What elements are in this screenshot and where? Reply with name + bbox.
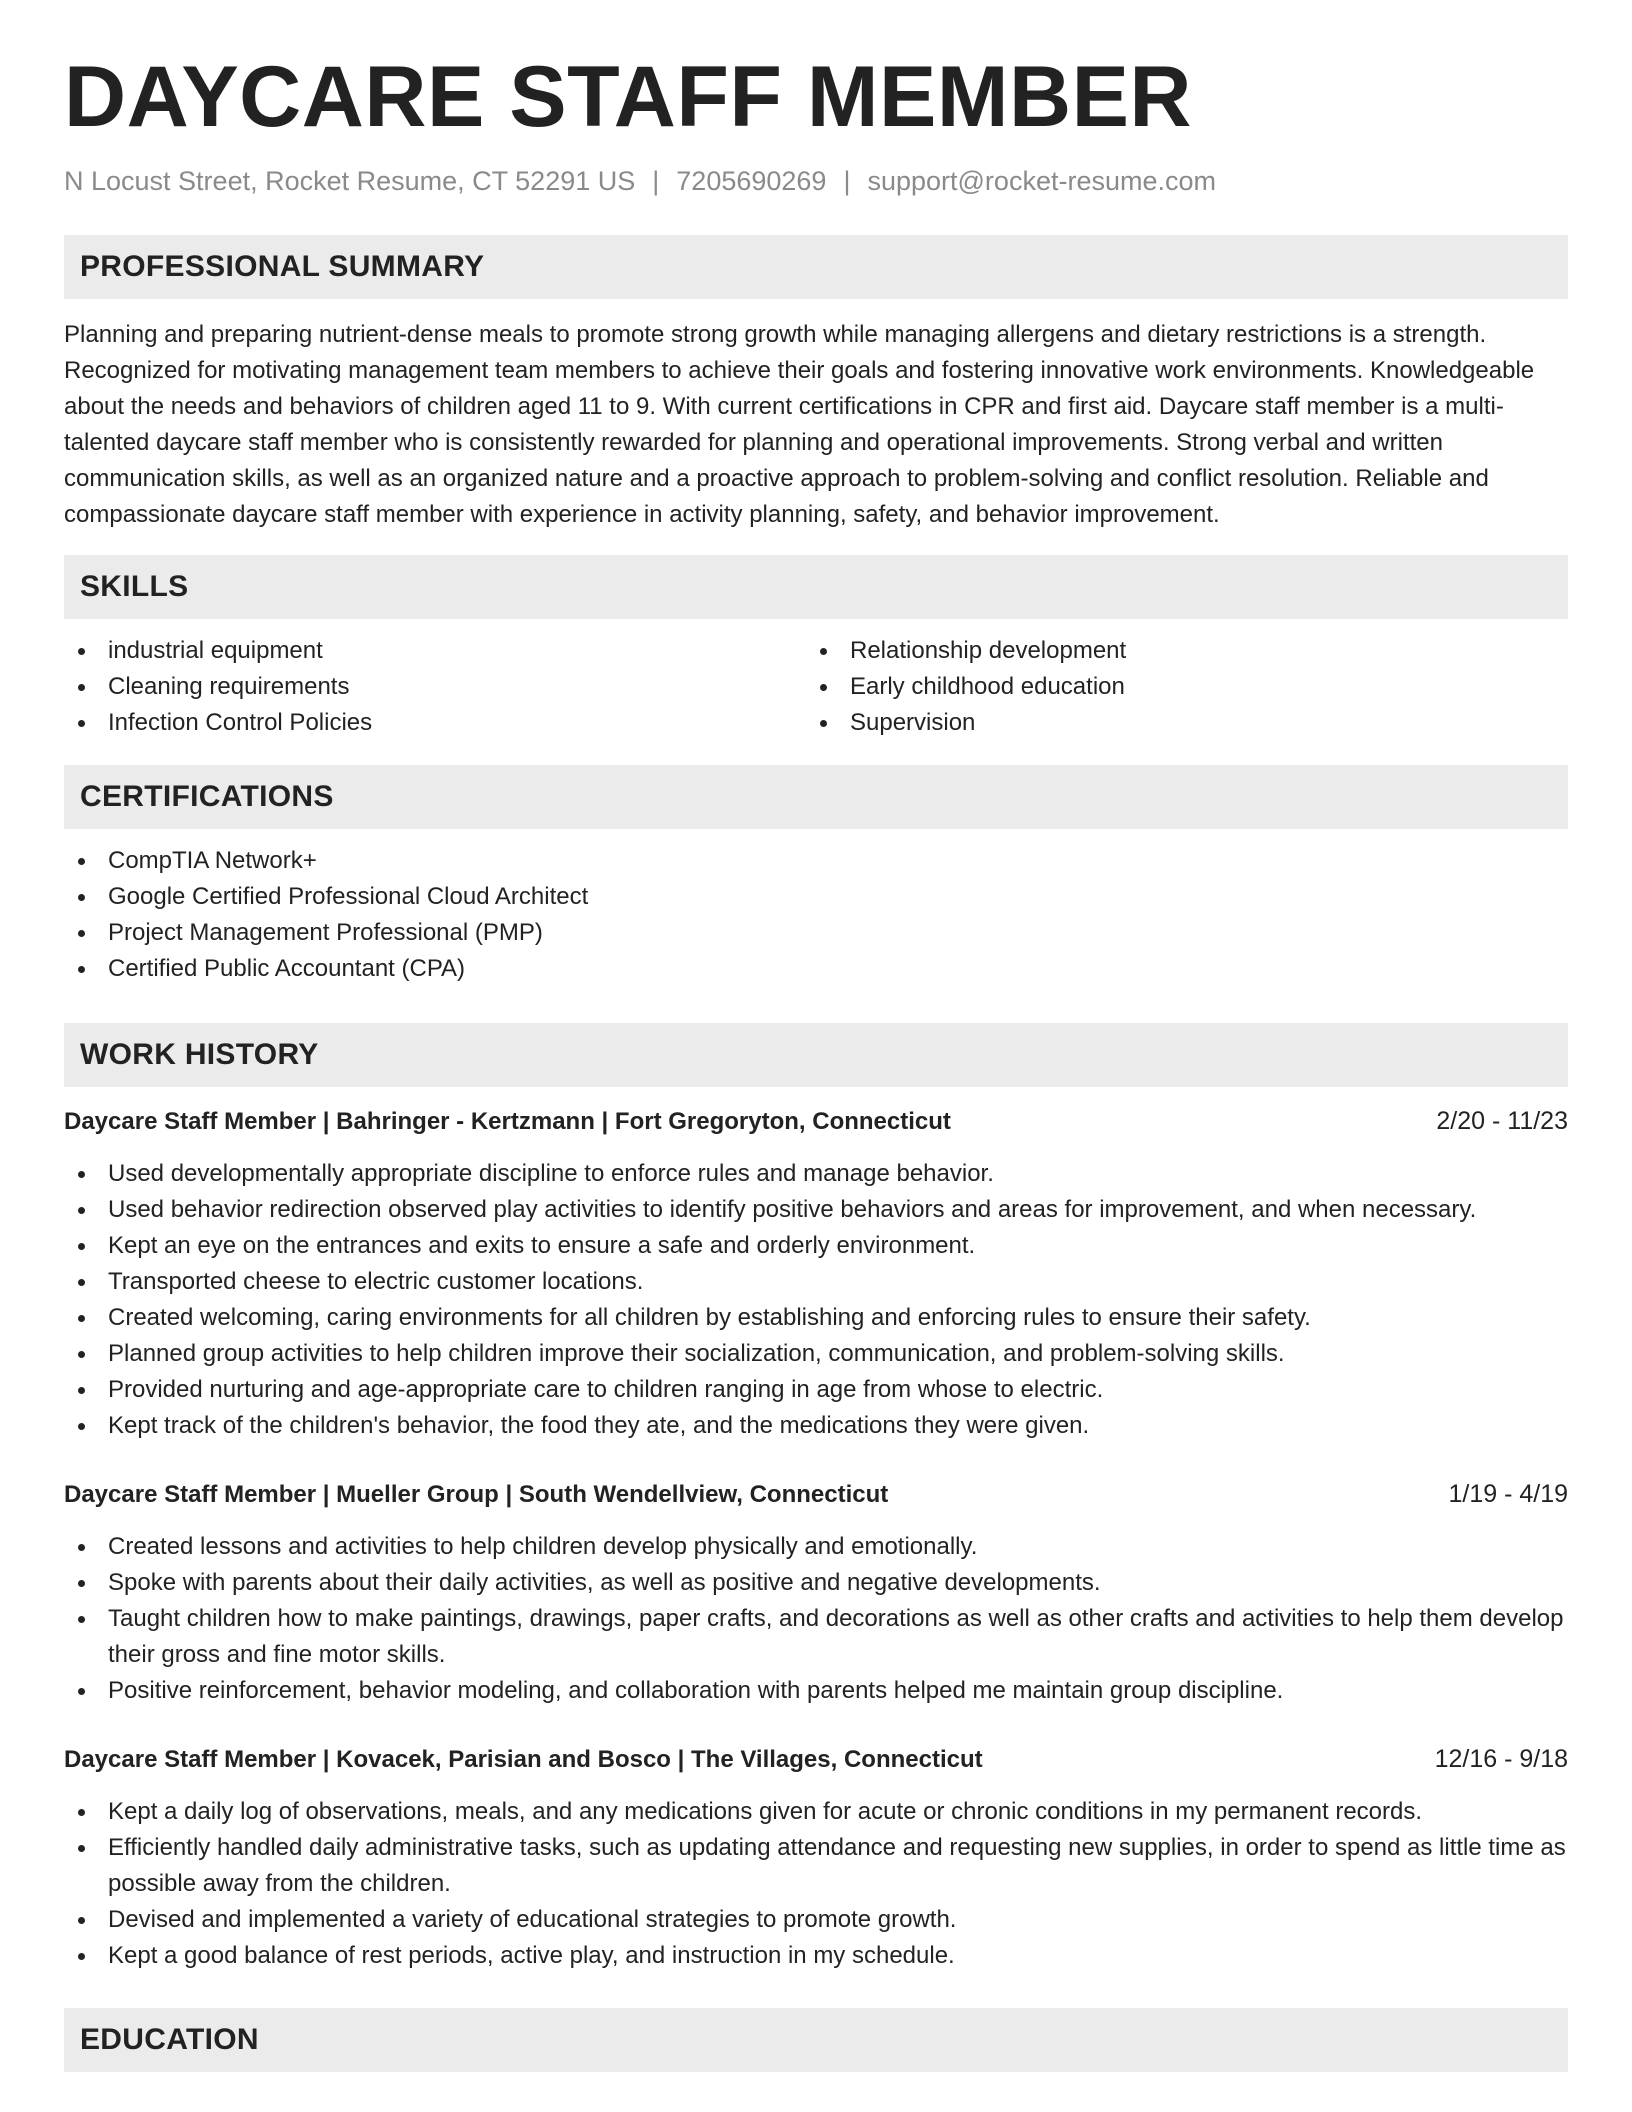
job-header (64, 1103, 1568, 1140)
job-dates: 1/19 - 4/19 (1448, 1479, 1568, 1508)
job-bullet: Created lessons and activities to help children develop physically and emotionally. (64, 1529, 1568, 1565)
job-bullet: Provided nurturing and age-appropriate care to children ranging in age from whose to electric. (64, 1372, 1568, 1408)
contact-email: support@rocket-resume.com (867, 165, 1216, 196)
skills-grid (64, 633, 1568, 741)
contact-phone: 7205690269 (676, 165, 827, 196)
certifications-list (64, 843, 1568, 987)
job-header (64, 1741, 1568, 1778)
job-bullet: Kept a good balance of rest periods, active play, and instruction in my schedule. (64, 1938, 1568, 1974)
certifications-heading: CERTIFICATIONS (64, 765, 1568, 829)
job-bullet: Kept track of the children's behavior, the food they ate, and the medications they were given. (64, 1408, 1568, 1444)
skill-item: industrial equipment (64, 633, 806, 669)
job-bullets (64, 1794, 1568, 1974)
certification-item: Certified Public Accountant (CPA) (64, 951, 1568, 987)
skill-item: Relationship development (806, 633, 1568, 669)
skill-item: Early childhood education (806, 669, 1568, 705)
job-bullet: Taught children how to make paintings, drawings, paper crafts, and decorations as well as other crafts and activities to help them develop their gross and fine motor skills. (64, 1601, 1568, 1673)
job-dates: 2/20 - 11/23 (1436, 1106, 1568, 1135)
skill-item: Supervision (806, 705, 1568, 741)
skills-list-left (64, 633, 806, 741)
job-entry (64, 1741, 1568, 1974)
summary-heading: PROFESSIONAL SUMMARY (64, 235, 1568, 299)
job-bullet: Used behavior redirection observed play activities to identify positive behaviors and areas for improvement, and when necessary. (64, 1192, 1568, 1228)
work-history-section (64, 1023, 1568, 1974)
job-title: Daycare Staff Member | Kovacek, Parisian and Bosco | The Villages, Connecticut (64, 1745, 983, 1773)
skills-heading: SKILLS (64, 555, 1568, 619)
certification-item: Project Management Professional (PMP) (64, 915, 1568, 951)
contact-separator: | (843, 165, 851, 196)
job-dates: 12/16 - 9/18 (1434, 1744, 1568, 1773)
job-title: Daycare Staff Member | Bahringer - Kertzmann | Fort Gregoryton, Connecticut (64, 1107, 951, 1135)
education-section (64, 2008, 1568, 2072)
job-bullet: Created welcoming, caring environments for all children by establishing and enforcing rules to ensure their safety. (64, 1300, 1568, 1336)
certifications-section (64, 765, 1568, 987)
summary-section (64, 235, 1568, 533)
job-bullet: Devised and implemented a variety of educational strategies to promote growth. (64, 1902, 1568, 1938)
education-heading: EDUCATION (64, 2008, 1568, 2072)
job-bullets (64, 1529, 1568, 1709)
job-bullet: Transported cheese to electric customer locations. (64, 1264, 1568, 1300)
contact-address: N Locust Street, Rocket Resume, CT 52291 US (64, 165, 636, 196)
certification-item: CompTIA Network+ (64, 843, 1568, 879)
job-header (64, 1476, 1568, 1513)
job-bullet: Used developmentally appropriate discipline to enforce rules and manage behavior. (64, 1156, 1568, 1192)
contact-separator: | (652, 165, 660, 196)
resume-name: DAYCARE STAFF MEMBER (64, 49, 1193, 145)
job-bullet: Positive reinforcement, behavior modeling, and collaboration with parents helped me maintain group discipline. (64, 1673, 1568, 1709)
job-entry (64, 1476, 1568, 1709)
skill-item: Cleaning requirements (64, 669, 806, 705)
job-bullet: Kept a daily log of observations, meals, and any medications given for acute or chronic conditions in my permanent records. (64, 1794, 1568, 1830)
job-bullet: Planned group activities to help children improve their socialization, communication, and problem-solving skills. (64, 1336, 1568, 1372)
job-title: Daycare Staff Member | Mueller Group | South Wendellview, Connecticut (64, 1480, 889, 1508)
job-bullet: Spoke with parents about their daily activities, as well as positive and negative developments. (64, 1565, 1568, 1601)
contact-line (64, 165, 1568, 197)
work-history-heading: WORK HISTORY (64, 1023, 1568, 1087)
job-entry (64, 1103, 1568, 1444)
job-bullet: Kept an eye on the entrances and exits to ensure a safe and orderly environment. (64, 1228, 1568, 1264)
skill-item: Infection Control Policies (64, 705, 806, 741)
skills-section (64, 555, 1568, 741)
job-bullets (64, 1156, 1568, 1444)
skills-list-right (806, 633, 1568, 741)
job-bullet: Efficiently handled daily administrative tasks, such as updating attendance and requesting new supplies, in order to spend as little time as possible away from the children. (64, 1830, 1568, 1902)
summary-text: Planning and preparing nutrient-dense meals to promote strong growth while managing allergens and dietary restrictions is a strength. Recognized for motivating management team members to achieve their goals and fostering innovative work environments. Knowledgeable about the needs and behaviors of children aged 11 to 9. With current certifications in CPR and first aid. Daycare staff member is a multi-talented daycare staff member who is consistently rewarded for planning and operational improvements. Strong verbal and written communication skills, as well as an organized nature and a proactive approach to problem-solving and conflict resolution. Reliable and compassionate daycare staff member with experience in activity planning, safety, and behavior improvement. (64, 320, 1535, 528)
certification-item: Google Certified Professional Cloud Architect (64, 879, 1568, 915)
